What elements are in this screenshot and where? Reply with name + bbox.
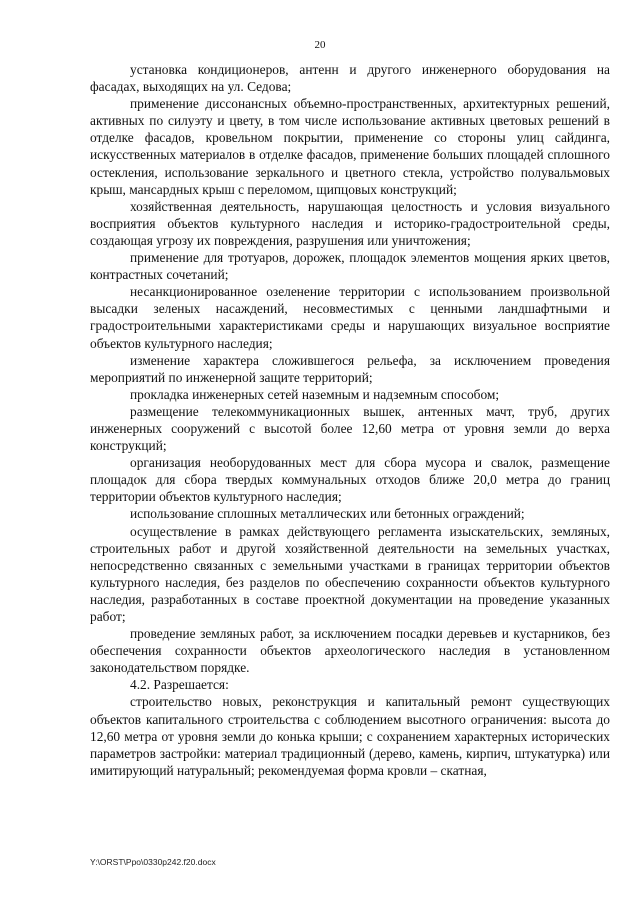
paragraph: использование сплошных металлических или бетонных ограждений; xyxy=(130,506,525,522)
paragraph: размещение телекоммуникационных вышек, антенных мачт, труб, других инженерных сооружений с высотой более 12,60 метра от уровня земли до верха конструкций; xyxy=(90,403,610,454)
paragraph: прокладка инженерных сетей наземным и надземным способом; xyxy=(130,386,500,402)
paragraph: хозяйственная деятельность, нарушающая целостность и условия визуального восприятия объектов культурного наследия и историко-градостроительной среды, создающая угрозу их повреждения, разрушения или уничтожения; xyxy=(90,198,610,248)
paragraph: установка кондиционеров, антенн и другого инженерного оборудования на фасадах, выходящих на ул. Седова; xyxy=(90,62,610,95)
paragraph: применение диссонансных объемно-пространственных, архитектурных решений, активных по силуэту и цвету, в том числе использование активных цветовых решений в отделке фасадов, кровельном покрытии, применение со стороны улиц сайдинга, искусственных материалов в отделке фасадов, применение больших площадей сплошного остекления, использование зеркального и цветного стекла, устройство полувальмовых крыш, мансардных крыш с переломом, щипцовых конструкций; xyxy=(90,96,610,197)
section-heading: 4.2. Разрешается: xyxy=(130,677,229,693)
document-body xyxy=(90,61,610,779)
paragraph: организация необорудованных мест для сбора мусора и свалок, размещение площадок для сбора твердых коммунальных отходов ближе 20,0 метра до границ территории объектов культурного наследия; xyxy=(90,455,610,505)
paragraph: строительство новых, реконструкция и капитальный ремонт существующих объектов капитального строительства с соблюдением высотного ограничения: высота до 12,60 метра от уровня земли до конька крыши; с сохранением характерных исторических параметров застройки: материал традиционный (дерево, камень, кирпич, штукатурка) или имитирующий натуральный; рекомендуемая форма кровли – скатная, xyxy=(90,694,610,778)
paragraph: осуществление в рамках действующего регламента изыскательских, земляных, строительных работ и другой хозяйственной деятельности на земельных участках, непосредственно связанных с земельными участками в границах территории объектов культурного наследия, без разделов по обеспечению сохранности объектов культурного наследия, разработанных в составе проектной документации на проведение указанных работ; xyxy=(90,523,610,624)
page-number: 20 xyxy=(314,39,326,51)
footer-file-path: Y:\ORST\Ppo\0330p242.f20.docx xyxy=(90,857,216,867)
paragraph: несанкционированное озеленение территории с использованием произвольной высадки зеленых насаждений, несовместимых с ценными ландшафтными и градостроительными характеристиками среды и нарушающих визуальное восприятие объектов культурного наследия; xyxy=(90,284,610,351)
paragraph: применение для тротуаров, дорожек, площадок элементов мощения ярких цветов, контрастных сочетаний; xyxy=(90,250,610,283)
paragraph: проведение земляных работ, за исключением посадки деревьев и кустарников, без обеспечения сохранности объектов археологического наследия в установленном законодательством порядке. xyxy=(90,626,610,676)
paragraph: изменение характера сложившегося рельефа, за исключением проведения мероприятий по инженерной защите территорий; xyxy=(90,352,610,385)
